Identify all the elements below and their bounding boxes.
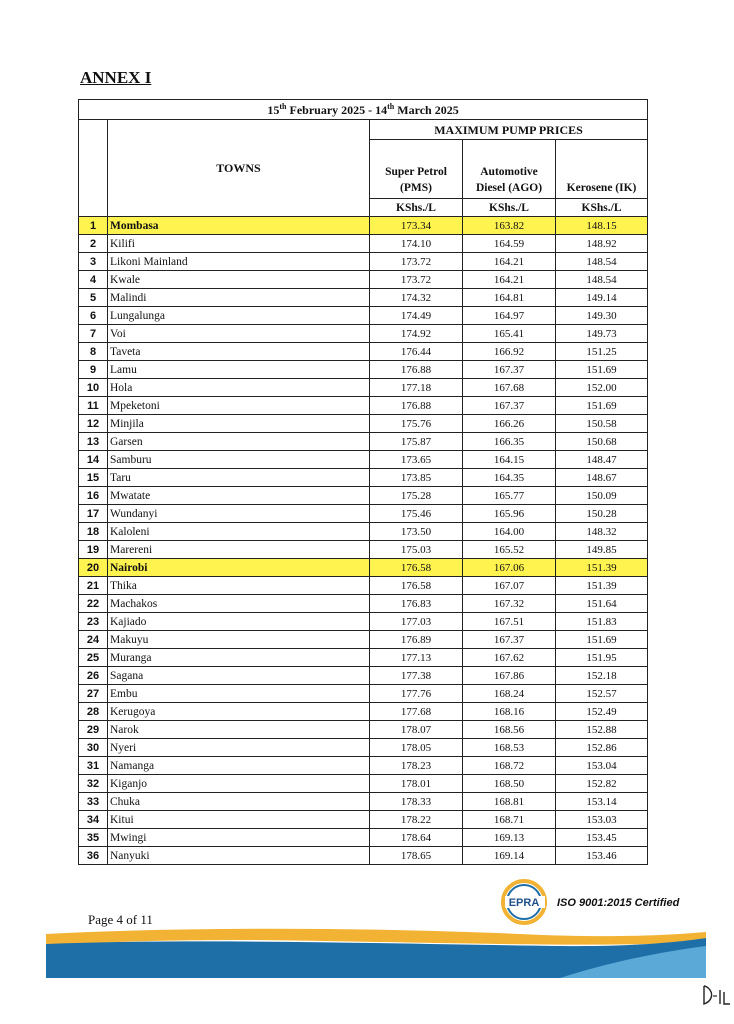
row-number: 2: [79, 235, 108, 253]
pump-prices-table: [78, 99, 648, 865]
pms-price: 178.33: [370, 793, 463, 811]
ago-price: 163.82: [463, 217, 556, 235]
table-row: [79, 559, 648, 577]
table-row: [79, 829, 648, 847]
town-name: Namanga: [108, 757, 370, 775]
row-number: 3: [79, 253, 108, 271]
town-name: Nairobi: [108, 559, 370, 577]
pms-price: 177.68: [370, 703, 463, 721]
ik-price: 151.39: [556, 559, 648, 577]
ik-price: 151.25: [556, 343, 648, 361]
table-row: [79, 577, 648, 595]
town-name: Kerugoya: [108, 703, 370, 721]
table-row: [79, 253, 648, 271]
ago-price: 167.07: [463, 577, 556, 595]
row-number: 32: [79, 775, 108, 793]
ik-unit: KShs./L: [556, 199, 648, 217]
town-name: Voi: [108, 325, 370, 343]
page-number: Page 4 of 11: [88, 912, 153, 927]
pms-price: 173.72: [370, 271, 463, 289]
ik-price: 150.09: [556, 487, 648, 505]
ik-price: 148.15: [556, 217, 648, 235]
ik-price: 148.47: [556, 451, 648, 469]
table-row: [79, 613, 648, 631]
table-row: [79, 775, 648, 793]
row-number: 12: [79, 415, 108, 433]
row-number: 1: [79, 217, 108, 235]
pms-price: 176.58: [370, 559, 463, 577]
town-name: Kilifi: [108, 235, 370, 253]
town-name: Garsen: [108, 433, 370, 451]
pms-price: 178.05: [370, 739, 463, 757]
town-name: Likoni Mainland: [108, 253, 370, 271]
pms-price: 173.65: [370, 451, 463, 469]
ik-price: 148.54: [556, 253, 648, 271]
ago-price: 167.06: [463, 559, 556, 577]
pms-price: 173.85: [370, 469, 463, 487]
table-row: [79, 343, 648, 361]
table-row: [79, 595, 648, 613]
row-number: 10: [79, 379, 108, 397]
ago-price: 166.92: [463, 343, 556, 361]
table-row: [79, 397, 648, 415]
row-number: 27: [79, 685, 108, 703]
handwritten-signature: [700, 984, 732, 1008]
table-row: [79, 739, 648, 757]
table-row: [79, 847, 648, 865]
pms-price: 177.13: [370, 649, 463, 667]
ik-price: 149.30: [556, 307, 648, 325]
town-name: Malindi: [108, 289, 370, 307]
ik-price: 152.00: [556, 379, 648, 397]
row-number: 8: [79, 343, 108, 361]
row-number: 7: [79, 325, 108, 343]
table-row: [79, 289, 648, 307]
town-name: Muranga: [108, 649, 370, 667]
town-name: Thika: [108, 577, 370, 595]
row-number: 22: [79, 595, 108, 613]
ago-unit: KShs./L: [463, 199, 556, 217]
row-number: 19: [79, 541, 108, 559]
pms-header: Super Petrol (PMS): [370, 140, 463, 199]
table-row: [79, 217, 648, 235]
ago-price: 168.53: [463, 739, 556, 757]
table-row: [79, 505, 648, 523]
pms-price: 178.01: [370, 775, 463, 793]
ago-price: 169.13: [463, 829, 556, 847]
pms-price: 174.32: [370, 289, 463, 307]
iso-certification: ISO 9001:2015 Certified: [557, 897, 680, 909]
town-name: Kitui: [108, 811, 370, 829]
pms-price: 174.92: [370, 325, 463, 343]
ago-price: 165.96: [463, 505, 556, 523]
table-row: [79, 523, 648, 541]
pms-price: 175.87: [370, 433, 463, 451]
ago-price: 168.72: [463, 757, 556, 775]
row-number: 31: [79, 757, 108, 775]
table-row: [79, 541, 648, 559]
ago-price: 164.15: [463, 451, 556, 469]
row-number: 26: [79, 667, 108, 685]
row-number: 23: [79, 613, 108, 631]
ik-price: 148.54: [556, 271, 648, 289]
ago-price: 166.35: [463, 433, 556, 451]
town-name: Hola: [108, 379, 370, 397]
table-row: [79, 685, 648, 703]
ago-price: 164.35: [463, 469, 556, 487]
ik-price: 151.69: [556, 361, 648, 379]
ago-price: 164.81: [463, 289, 556, 307]
row-number: 28: [79, 703, 108, 721]
svg-text:EPRA: EPRA: [508, 897, 540, 909]
ik-price: 149.14: [556, 289, 648, 307]
mpp-row: [79, 120, 648, 140]
row-number: 5: [79, 289, 108, 307]
pms-price: 176.88: [370, 397, 463, 415]
pms-price: 173.34: [370, 217, 463, 235]
row-number: 20: [79, 559, 108, 577]
row-number: 24: [79, 631, 108, 649]
town-name: Mwingi: [108, 829, 370, 847]
pms-price: 178.07: [370, 721, 463, 739]
town-name: Lungalunga: [108, 307, 370, 325]
town-name: Samburu: [108, 451, 370, 469]
pms-price: 177.76: [370, 685, 463, 703]
table-row: [79, 433, 648, 451]
period-header: 15th February 2025 - 14th March 2025: [79, 100, 648, 120]
pms-price: 175.76: [370, 415, 463, 433]
ago-price: 168.16: [463, 703, 556, 721]
ik-price: 152.88: [556, 721, 648, 739]
row-number: 29: [79, 721, 108, 739]
ago-price: 168.50: [463, 775, 556, 793]
ik-price: 151.95: [556, 649, 648, 667]
ago-header: Automotive Diesel (AGO): [463, 140, 556, 199]
ik-header: Kerosene (IK): [556, 140, 648, 199]
row-number: 35: [79, 829, 108, 847]
pms-price: 173.72: [370, 253, 463, 271]
pms-price: 176.58: [370, 577, 463, 595]
ik-price: 148.67: [556, 469, 648, 487]
town-name: Kwale: [108, 271, 370, 289]
ago-price: 167.37: [463, 397, 556, 415]
town-name: Kiganjo: [108, 775, 370, 793]
town-name: Nyeri: [108, 739, 370, 757]
ago-price: 168.81: [463, 793, 556, 811]
pms-price: 176.88: [370, 361, 463, 379]
table-row: [79, 631, 648, 649]
pms-price: 178.64: [370, 829, 463, 847]
pms-price: 178.22: [370, 811, 463, 829]
row-number: 34: [79, 811, 108, 829]
table-row: [79, 487, 648, 505]
pms-price: 175.03: [370, 541, 463, 559]
pms-price: 178.23: [370, 757, 463, 775]
table-row: [79, 271, 648, 289]
town-name: Kajiado: [108, 613, 370, 631]
pms-price: 174.49: [370, 307, 463, 325]
ago-price: 167.68: [463, 379, 556, 397]
ago-price: 164.00: [463, 523, 556, 541]
town-name: Taveta: [108, 343, 370, 361]
ik-price: 151.64: [556, 595, 648, 613]
ik-price: 152.57: [556, 685, 648, 703]
pms-price: 177.38: [370, 667, 463, 685]
pms-price: 175.28: [370, 487, 463, 505]
ago-price: 167.37: [463, 361, 556, 379]
ago-price: 164.59: [463, 235, 556, 253]
row-number: 16: [79, 487, 108, 505]
ik-price: 152.18: [556, 667, 648, 685]
ago-price: 168.71: [463, 811, 556, 829]
ago-price: 164.21: [463, 271, 556, 289]
ik-price: 151.69: [556, 397, 648, 415]
ago-price: 169.14: [463, 847, 556, 865]
town-name: Mwatate: [108, 487, 370, 505]
pms-price: 176.44: [370, 343, 463, 361]
town-name: Embu: [108, 685, 370, 703]
ik-price: 148.32: [556, 523, 648, 541]
table-row: [79, 325, 648, 343]
ik-price: 153.45: [556, 829, 648, 847]
ago-price: 165.41: [463, 325, 556, 343]
ik-price: 148.92: [556, 235, 648, 253]
row-number: 13: [79, 433, 108, 451]
pms-price: 177.18: [370, 379, 463, 397]
town-name: Wundanyi: [108, 505, 370, 523]
ik-price: 150.58: [556, 415, 648, 433]
ik-price: 152.49: [556, 703, 648, 721]
row-number: 15: [79, 469, 108, 487]
table-row: [79, 793, 648, 811]
row-number: 6: [79, 307, 108, 325]
table-row: [79, 757, 648, 775]
row-number: 30: [79, 739, 108, 757]
ik-price: 152.86: [556, 739, 648, 757]
period-row: [79, 100, 648, 120]
table-row: [79, 415, 648, 433]
annex-title: ANNEX I: [80, 68, 152, 87]
pms-price: 174.10: [370, 235, 463, 253]
pms-price: 176.83: [370, 595, 463, 613]
town-name: Nanyuki: [108, 847, 370, 865]
ago-price: 167.86: [463, 667, 556, 685]
table-row: [79, 469, 648, 487]
row-number: 36: [79, 847, 108, 865]
footer-wave-band: [0, 922, 734, 982]
ago-price: 168.56: [463, 721, 556, 739]
ago-price: 168.24: [463, 685, 556, 703]
table-row: [79, 667, 648, 685]
ago-price: 167.32: [463, 595, 556, 613]
ik-price: 149.73: [556, 325, 648, 343]
ik-price: 151.83: [556, 613, 648, 631]
town-name: Mpeketoni: [108, 397, 370, 415]
ago-price: 165.77: [463, 487, 556, 505]
table-row: [79, 451, 648, 469]
pms-price: 178.65: [370, 847, 463, 865]
town-name: Machakos: [108, 595, 370, 613]
row-number: 18: [79, 523, 108, 541]
ago-price: 167.51: [463, 613, 556, 631]
ik-price: 153.03: [556, 811, 648, 829]
ago-price: 164.97: [463, 307, 556, 325]
ago-price: 166.26: [463, 415, 556, 433]
ago-price: 167.37: [463, 631, 556, 649]
row-number: 14: [79, 451, 108, 469]
table-row: [79, 649, 648, 667]
row-number: 9: [79, 361, 108, 379]
table-row: [79, 703, 648, 721]
town-name: Taru: [108, 469, 370, 487]
price-rows: [79, 217, 648, 865]
pms-price: 177.03: [370, 613, 463, 631]
town-name: Narok: [108, 721, 370, 739]
table-row: [79, 307, 648, 325]
number-header: [79, 120, 108, 217]
ago-price: 165.52: [463, 541, 556, 559]
row-number: 33: [79, 793, 108, 811]
ik-price: 150.68: [556, 433, 648, 451]
town-name: Minjila: [108, 415, 370, 433]
town-name: Kaloleni: [108, 523, 370, 541]
ago-price: 164.21: [463, 253, 556, 271]
ik-price: 153.04: [556, 757, 648, 775]
town-name: Chuka: [108, 793, 370, 811]
ik-price: 151.69: [556, 631, 648, 649]
pms-price: 175.46: [370, 505, 463, 523]
pms-price: 173.50: [370, 523, 463, 541]
ik-price: 151.39: [556, 577, 648, 595]
ik-price: 149.85: [556, 541, 648, 559]
row-number: 17: [79, 505, 108, 523]
town-name: Sagana: [108, 667, 370, 685]
row-number: 25: [79, 649, 108, 667]
town-name: Mombasa: [108, 217, 370, 235]
table-row: [79, 811, 648, 829]
row-number: 11: [79, 397, 108, 415]
ik-price: 150.28: [556, 505, 648, 523]
town-name: Lamu: [108, 361, 370, 379]
pms-unit: KShs./L: [370, 199, 463, 217]
table-row: [79, 235, 648, 253]
table-row: [79, 361, 648, 379]
town-name: Makuyu: [108, 631, 370, 649]
ago-price: 167.62: [463, 649, 556, 667]
pms-price: 176.89: [370, 631, 463, 649]
epra-logo: [497, 878, 553, 928]
row-number: 21: [79, 577, 108, 595]
town-name: Marereni: [108, 541, 370, 559]
table-row: [79, 379, 648, 397]
max-pump-prices-header: MAXIMUM PUMP PRICES: [370, 120, 648, 140]
towns-header: TOWNS: [108, 120, 370, 217]
row-number: 4: [79, 271, 108, 289]
ik-price: 153.46: [556, 847, 648, 865]
ik-price: 153.14: [556, 793, 648, 811]
ik-price: 152.82: [556, 775, 648, 793]
table-row: [79, 721, 648, 739]
